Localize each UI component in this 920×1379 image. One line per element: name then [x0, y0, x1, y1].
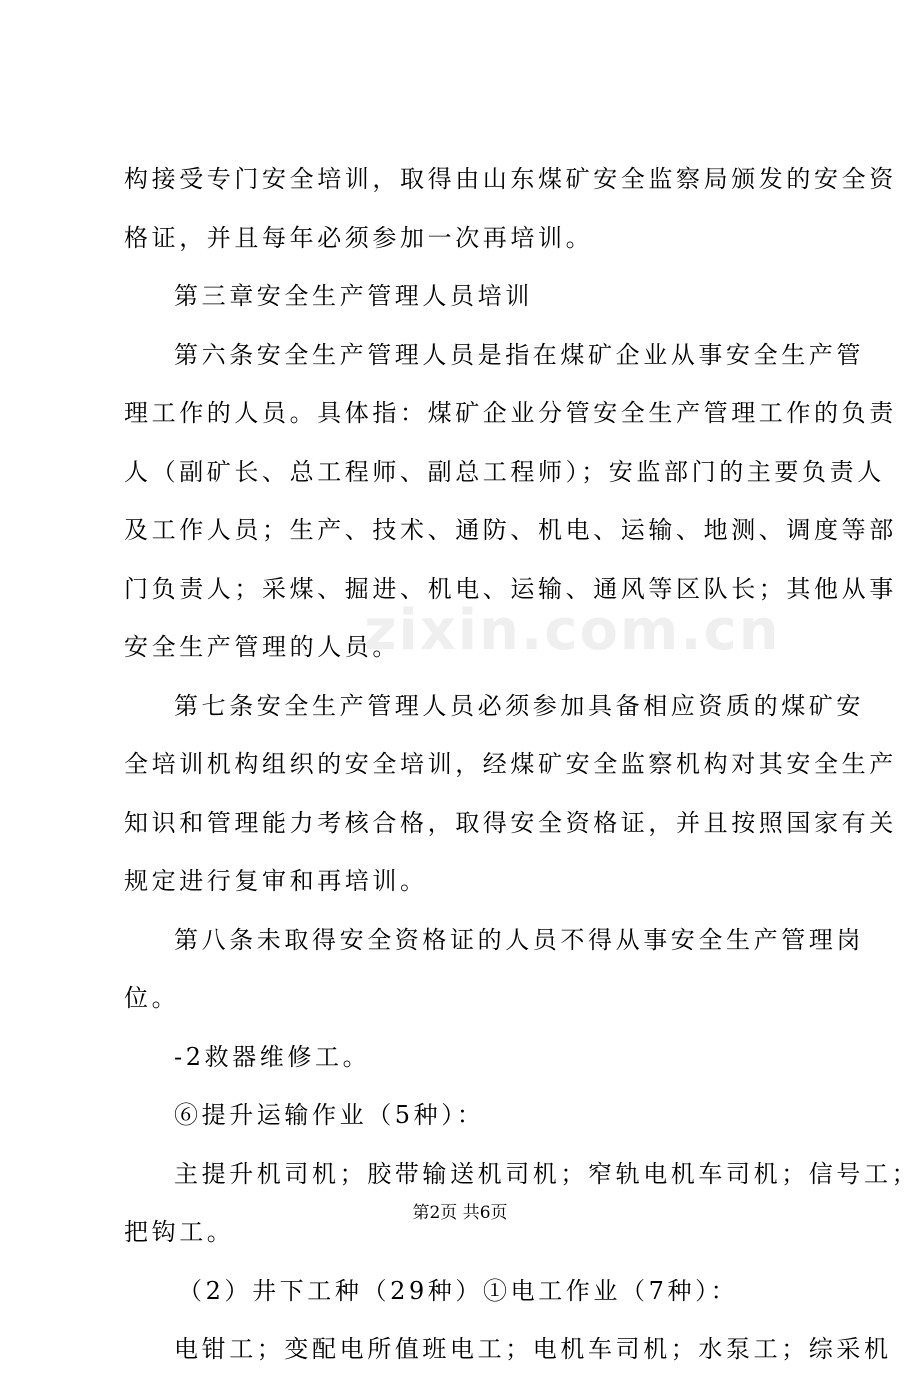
paragraph-line: 第八条未取得安全资格证的人员不得从事安全生产管理岗 — [174, 925, 864, 954]
body-text — [124, 150, 920, 1379]
paragraph-line: 规定进行复审和再培训。 — [124, 867, 428, 895]
paragraph-line: 门负责人；采煤、掘进、机电、运输、通风等区队长；其他从事 — [124, 574, 897, 603]
paragraph-line: 格证，并且每年必须参加一次再培训。 — [124, 223, 594, 252]
page-footer: 第2页 共6页 — [412, 1203, 508, 1223]
paragraph-line: 电钳工；变配电所值班电工；电机车司机；水泵工；综采机 — [174, 1335, 892, 1363]
paragraph-line: ⑥提升运输作业（5种）： — [174, 1101, 485, 1129]
paragraph-line: 第六条安全生产管理人员是指在煤矿企业从事安全生产管 — [174, 340, 864, 369]
paragraph-line: （2）井下工种（29种）①电工作业（7种）： — [178, 1276, 739, 1305]
paragraph-line: 第七条安全生产管理人员必须参加具备相应资质的煤矿安 — [174, 691, 864, 720]
paragraph-line: 位。 — [124, 984, 180, 1012]
paragraph-line: 把钩工。 — [124, 1218, 235, 1246]
watermark: zixin.com.cn — [364, 598, 781, 663]
paragraph-line: 及工作人员；生产、技术、通防、机电、运输、地测、调度等部 — [124, 516, 897, 544]
paragraph-line: 人（副矿长、总工程师、副总工程师）；安监部门的主要负责人 — [124, 457, 885, 486]
paragraph-line: 安全生产管理的人员。 — [124, 633, 400, 661]
paragraph-line: 主提升机司机；胶带输送机司机；窄轨电机车司机；信号工； — [174, 1159, 920, 1188]
paragraph-line: 知识和管理能力考核合格，取得安全资格证，并且按照国家有关 — [124, 808, 897, 837]
chapter-heading: 第三章安全生产管理人员培训 — [174, 282, 533, 310]
paragraph-line: 构接受专门安全培训，取得由山东煤矿安全监察局颁发的安全资 — [124, 165, 897, 193]
paragraph-line: 理工作的人员。具体指：煤矿企业分管安全生产管理工作的负责 — [124, 399, 897, 427]
paragraph-line: 全培训机构组织的安全培训，经煤矿安全监察机构对其安全生产 — [124, 750, 897, 778]
paragraph-line: -2救器维修工。 — [174, 1042, 371, 1071]
